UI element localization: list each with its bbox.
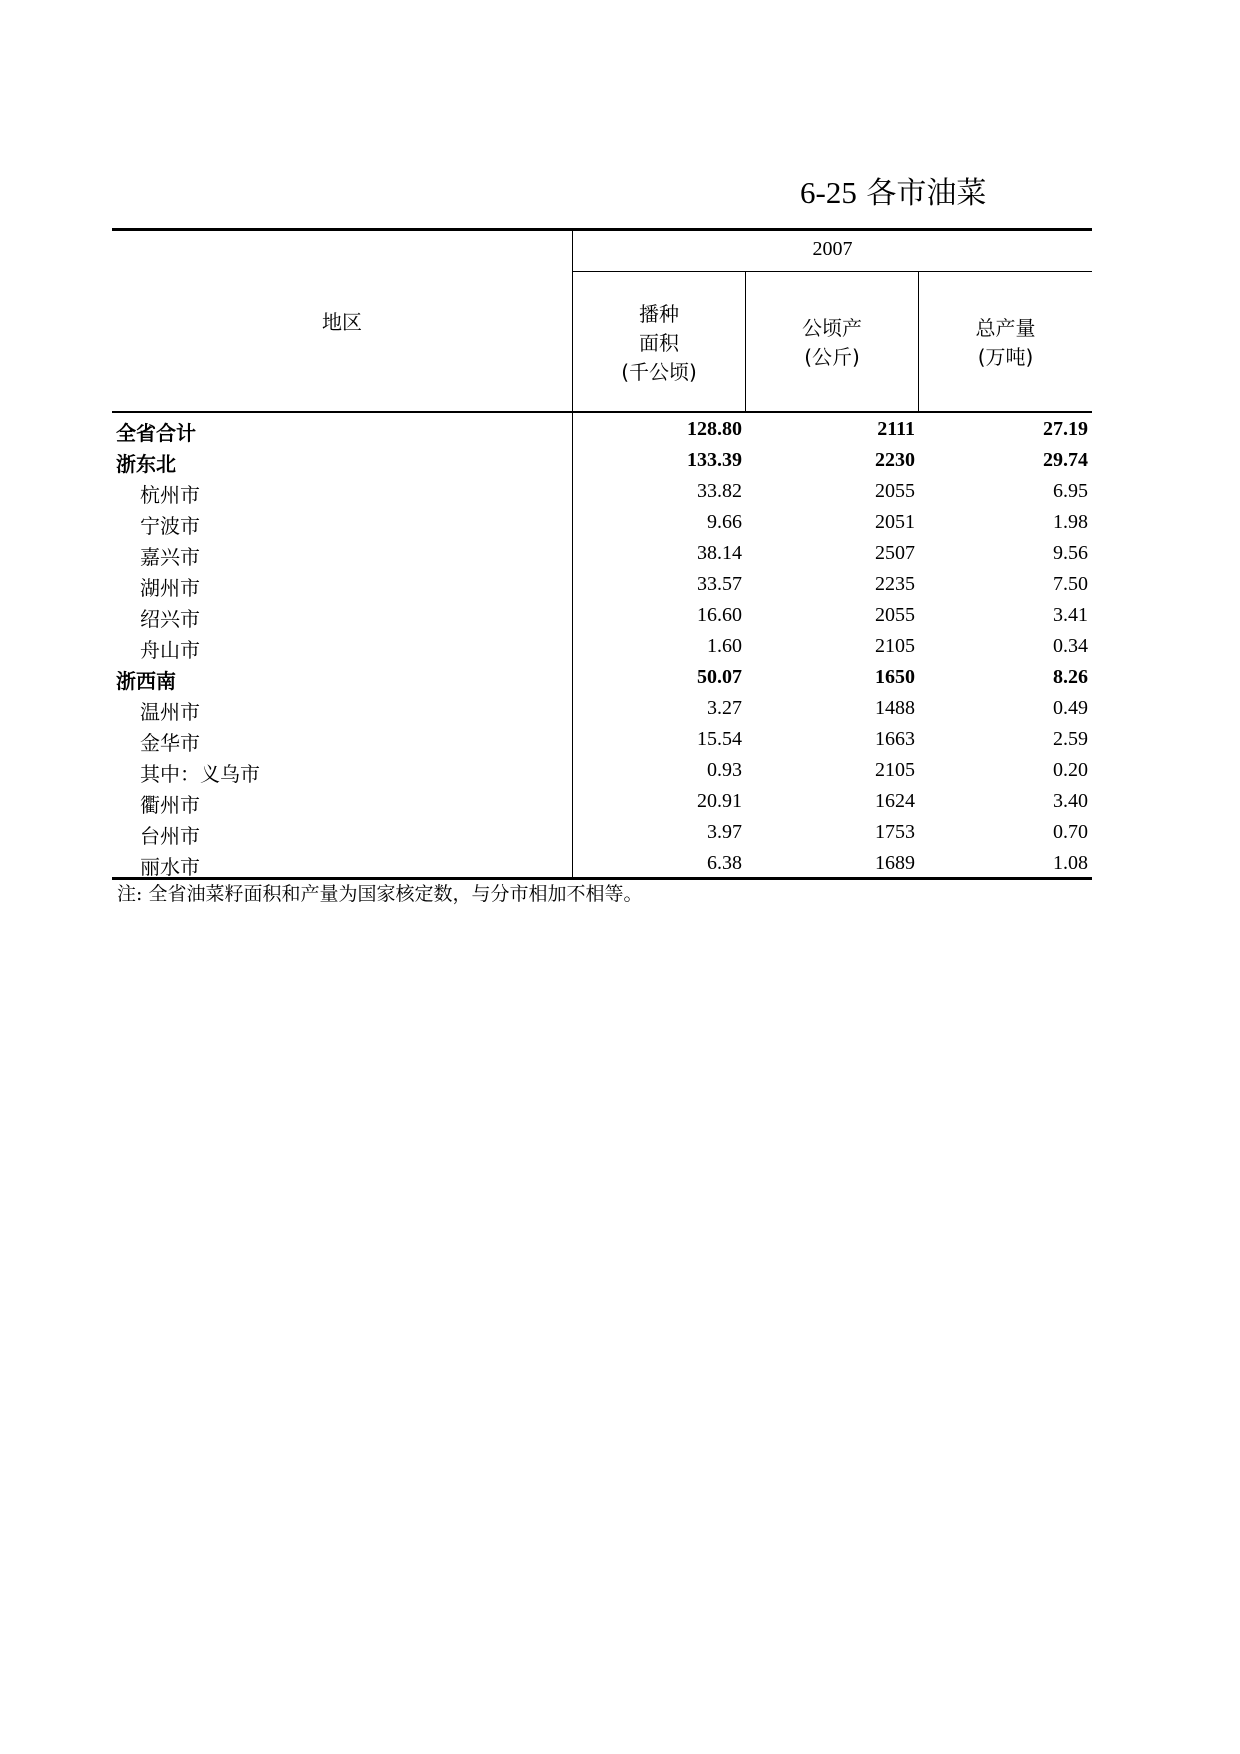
area-value: 6.38 xyxy=(707,852,742,874)
table-row xyxy=(112,816,1092,847)
top-thick-rule xyxy=(112,228,1092,231)
yield-value: 2111 xyxy=(877,418,915,440)
region-name: 舟山市 xyxy=(140,638,200,662)
area-value: 20.91 xyxy=(697,790,742,812)
yield-value: 2105 xyxy=(875,635,915,657)
area-value: 50.07 xyxy=(697,666,742,688)
total-value: 8.26 xyxy=(1053,666,1088,688)
table-title-text: 各市油菜 xyxy=(866,176,987,211)
table-row xyxy=(112,785,1092,816)
yield-value: 2105 xyxy=(875,759,915,781)
total-value: 1.08 xyxy=(1053,852,1088,874)
year-header: 2007 xyxy=(812,238,853,260)
total-value: 3.41 xyxy=(1053,604,1088,626)
yield-value: 2235 xyxy=(875,573,915,595)
table-row xyxy=(112,599,1092,630)
table-row xyxy=(112,568,1092,599)
table-title xyxy=(800,168,1100,212)
region-name: 台州市 xyxy=(140,824,200,848)
total-value: 9.56 xyxy=(1053,542,1088,564)
table-row xyxy=(112,506,1092,537)
total-header-line-2: (万吨) xyxy=(977,345,1034,369)
area-header-line-2: 面积 xyxy=(639,331,679,355)
yield-value: 1488 xyxy=(875,697,915,719)
region-name: 绍兴市 xyxy=(140,607,200,631)
area-value: 33.57 xyxy=(697,573,742,595)
region-name: 金华市 xyxy=(140,731,200,755)
region-name: 其中：义乌市 xyxy=(140,762,260,786)
region-name: 衢州市 xyxy=(140,793,200,817)
yield-value: 2230 xyxy=(875,449,915,471)
total-value: 0.20 xyxy=(1053,759,1088,781)
region-name: 嘉兴市 xyxy=(140,545,200,569)
yield-header-line-1: 公顷产 xyxy=(802,316,862,340)
total-value: 0.70 xyxy=(1053,821,1088,843)
total-header-line-1: 总产量 xyxy=(975,316,1036,340)
region-header: 地区 xyxy=(322,310,362,334)
yield-value: 2507 xyxy=(875,542,915,564)
yield-value: 1650 xyxy=(875,666,915,688)
total-value: 0.49 xyxy=(1053,697,1088,719)
total-value: 7.50 xyxy=(1053,573,1088,595)
total-value: 6.95 xyxy=(1053,480,1088,502)
area-value: 16.60 xyxy=(697,604,742,626)
region-name: 湖州市 xyxy=(140,576,200,600)
yield-value: 2055 xyxy=(875,480,915,502)
area-value: 9.66 xyxy=(707,511,742,533)
region-name: 全省合计 xyxy=(116,421,196,445)
table-row xyxy=(112,847,1092,878)
table-row xyxy=(112,692,1092,723)
yield-value: 1689 xyxy=(875,852,915,874)
table-row xyxy=(112,754,1092,785)
area-value: 133.39 xyxy=(687,449,742,471)
area-header-line-3: (千公顷) xyxy=(621,360,697,384)
area-value: 3.27 xyxy=(707,697,742,719)
region-name: 浙东北 xyxy=(116,452,176,476)
table-row xyxy=(112,475,1092,506)
yield-value: 2051 xyxy=(875,511,915,533)
area-header xyxy=(573,300,745,387)
total-header xyxy=(919,314,1092,372)
table-row xyxy=(112,413,1092,444)
table-row xyxy=(112,723,1092,754)
total-value: 27.19 xyxy=(1043,418,1088,440)
total-value: 29.74 xyxy=(1043,449,1088,471)
region-name: 宁波市 xyxy=(140,514,200,538)
table-number: 6-25 xyxy=(800,175,857,210)
area-value: 33.82 xyxy=(697,480,742,502)
total-value: 1.98 xyxy=(1053,511,1088,533)
table-row xyxy=(112,537,1092,568)
area-value: 128.80 xyxy=(687,418,742,440)
region-name: 浙西南 xyxy=(116,669,176,693)
area-value: 0.93 xyxy=(707,759,742,781)
yield-value: 2055 xyxy=(875,604,915,626)
total-value: 3.40 xyxy=(1053,790,1088,812)
year-bottom-rule xyxy=(573,271,1092,272)
area-header-line-1: 播种 xyxy=(639,302,679,326)
table-row xyxy=(112,661,1092,692)
region-name: 温州市 xyxy=(140,700,200,724)
area-value: 38.14 xyxy=(697,542,742,564)
table-row xyxy=(112,444,1092,475)
yield-value: 1663 xyxy=(875,728,915,750)
area-value: 1.60 xyxy=(707,635,742,657)
area-value: 3.97 xyxy=(707,821,742,843)
area-value: 15.54 xyxy=(697,728,742,750)
total-value: 0.34 xyxy=(1053,635,1088,657)
total-value: 2.59 xyxy=(1053,728,1088,750)
table-row xyxy=(112,630,1092,661)
region-name: 杭州市 xyxy=(140,483,200,507)
yield-header xyxy=(746,314,918,372)
region-name: 丽水市 xyxy=(140,855,200,879)
yield-value: 1624 xyxy=(875,790,915,812)
yield-header-line-2: (公斤) xyxy=(804,345,860,369)
table-note: 注: 全省油菜籽面积和产量为国家核定数，与分市相加不相等。 xyxy=(117,883,643,905)
yield-value: 1753 xyxy=(875,821,915,843)
